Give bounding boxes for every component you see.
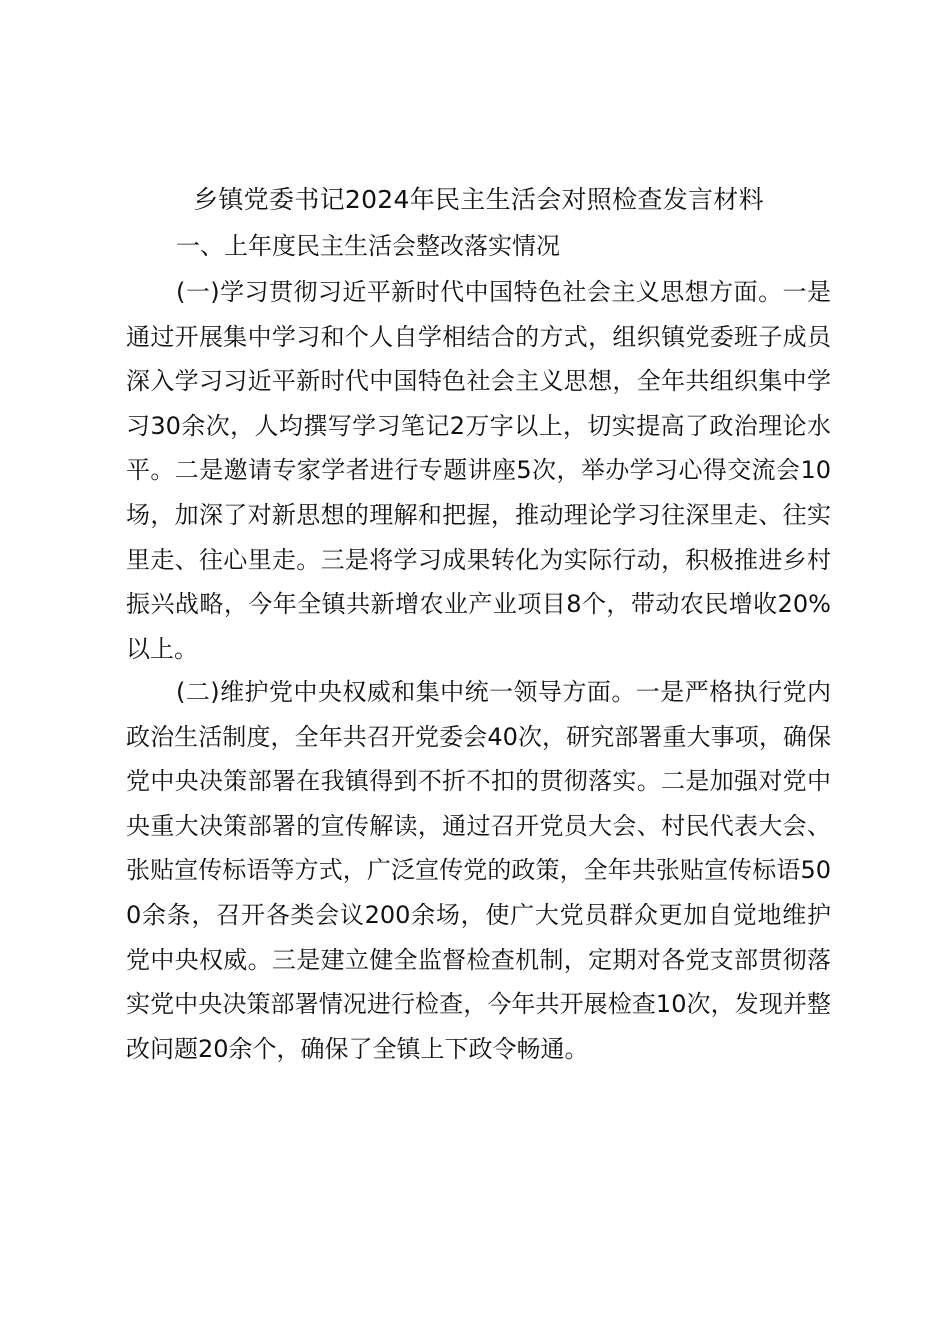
paragraph-2: (二)维护党中央权威和集中统一领导方面。一是严格执行党内政治生活制度，全年共召开党委会40次，研究部署重大事项，确保党中央决策部署在我镇得到不折不扣的贯彻落实。二是加强对党中央重大决策部署的宣传解读，通过召开党员大会、村民代表大会、张贴宣传标语等方式，广泛宣传党的政策，全年共张贴宣传标语500余条，召开各类会议200余场，使广大党员群众更加自觉地维护党中央权威。三是建立健全监督检查机制，定期对各党支部贯彻落实党中央决策部署情况进行检查，今年共开展检查10次，发现并整改问题20余个，确保了全镇上下政令畅通。 [126, 678, 831, 1063]
paragraph-1: (一)学习贯彻习近平新时代中国特色社会主义思想方面。一是通过开展集中学习和个人自学相结合的方式，组织镇党委班子成员深入学习习近平新时代中国特色社会主义思想，全年共组织集中学习30余次，人均撰写学习笔记2万字以上，切实提高了政治理论水平。二是邀请专家学者进行专题讲座5次，举办学习心得交流会10场，加深了对新思想的理解和把握，推动理论学习往深里走、往实里走、往心里走。三是将学习成果转化为实际行动，积极推进乡村振兴战略，今年全镇共新增农业产业项目8个，带动农民增收20%以上。 [126, 278, 831, 663]
document-title: 乡镇党委书记2024年民主生活会对照检查发言材料 [193, 185, 764, 214]
section-heading: 一、上年度民主生活会整改落实情况 [176, 232, 560, 260]
